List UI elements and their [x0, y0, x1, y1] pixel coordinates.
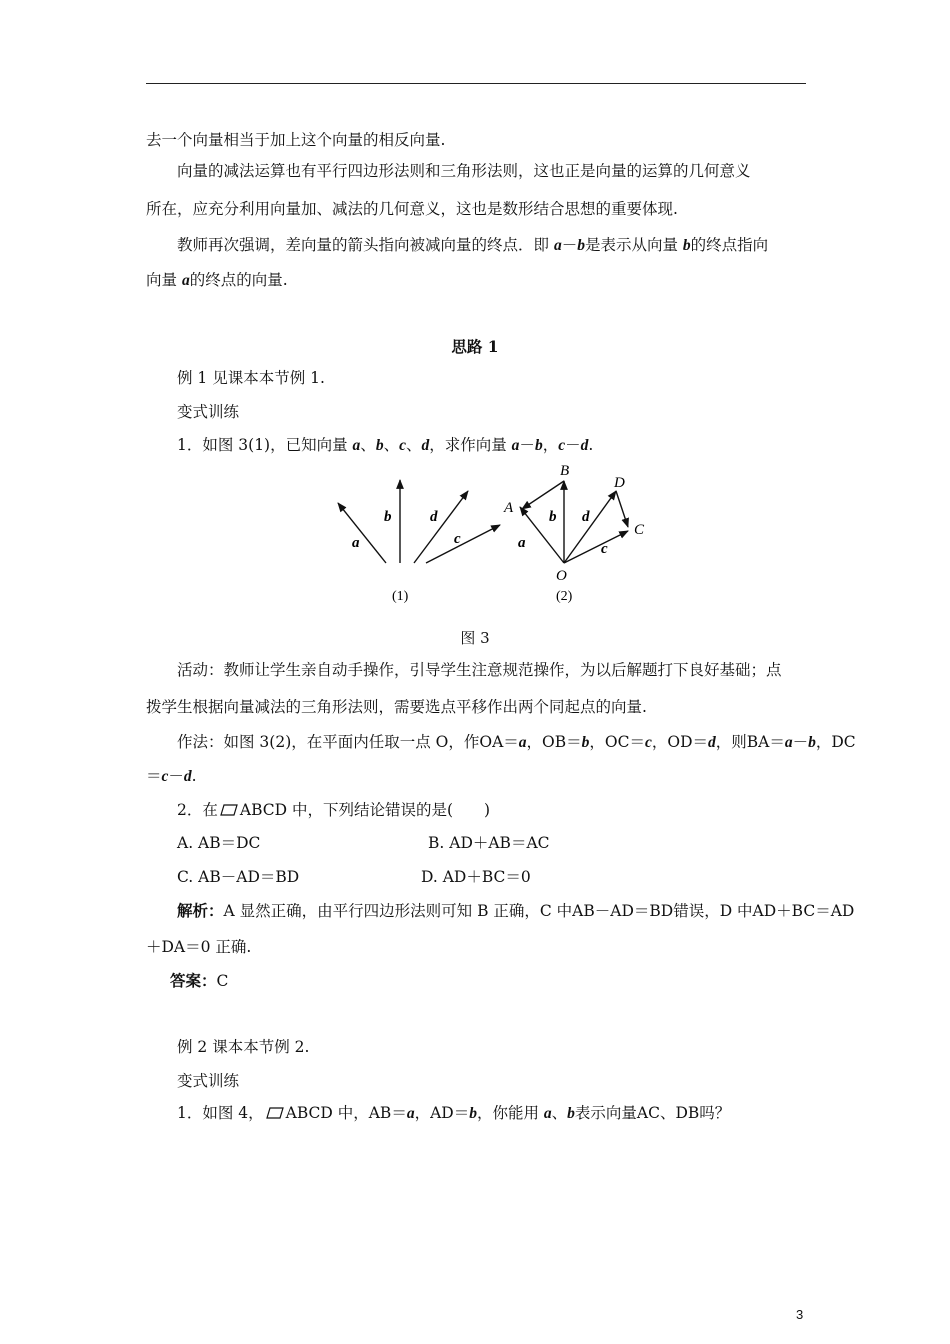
- question-line: [177, 435, 593, 456]
- text-span: 是表示从向量: [584, 236, 683, 254]
- text-span: 的终点的向量.: [189, 271, 288, 289]
- label-b-2: b: [549, 509, 557, 525]
- vector-symbol: a: [784, 734, 793, 751]
- text-span: 、: [383, 436, 400, 454]
- option-a: A. AB＝DC: [177, 834, 261, 852]
- subfigure-label-1: (1): [392, 589, 409, 604]
- paragraph-line: 活动：教师让学生亲自动手操作，引导学生注意规范操作，为以后解题打下良好基础；点: [177, 661, 782, 679]
- vector-symbol: a: [352, 437, 361, 454]
- text-span: ，OB＝: [526, 733, 582, 751]
- subsection-title: 变式训练: [177, 1072, 240, 1090]
- point-O: O: [556, 568, 567, 584]
- text-span: 作法：如图 3(2)，在平面内任取一点 O，作OA＝: [177, 733, 519, 751]
- vector-BA: [522, 481, 564, 509]
- paragraph-line: 去一个向量相当于加上这个向量的相反向量.: [146, 131, 446, 149]
- vector-symbol: a: [553, 237, 562, 254]
- operator: －: [565, 436, 581, 454]
- point-A: A: [504, 500, 514, 516]
- question-line: [177, 800, 490, 820]
- vector-symbol: b: [577, 237, 585, 254]
- operator: －: [561, 236, 578, 254]
- vector-symbol: b: [682, 237, 691, 254]
- figure-caption: 图 3: [460, 629, 490, 647]
- text-span: ABCD 中，下列结论错误的是( ): [239, 801, 491, 819]
- vector-symbol: a: [406, 1105, 415, 1122]
- vector-OC: [564, 531, 628, 563]
- paragraph-line: 向量的减法运算也有平行四边形法则和三角形法则，这也正是向量的运算的几何意义: [177, 162, 751, 180]
- vector-symbol: a: [511, 437, 520, 454]
- question-line: [177, 1103, 730, 1124]
- answer-line: [170, 971, 228, 991]
- analysis-label: 解析：: [177, 901, 224, 920]
- vector-symbol: d: [183, 768, 192, 785]
- vector-symbol: c: [161, 768, 169, 785]
- paragraph-line: [146, 270, 288, 291]
- text-span: ，AD＝: [414, 1104, 470, 1122]
- paragraph-line: [177, 732, 856, 753]
- text-span: 2．在: [177, 801, 218, 819]
- vector-figure: [320, 455, 660, 615]
- section-heading: 思路 1: [451, 337, 499, 356]
- answer-label: 答案：: [170, 971, 217, 990]
- vector-c-arrow: [426, 525, 500, 563]
- answer-value: C: [216, 972, 229, 990]
- text-span: 、: [405, 436, 422, 454]
- header-rule: [146, 83, 806, 84]
- operator: －: [519, 436, 535, 454]
- point-D: D: [614, 475, 625, 491]
- text-span: ，DC: [815, 733, 856, 751]
- text-span: ，你能用: [476, 1104, 544, 1122]
- paragraph-line: 所在，应充分利用向量加、减法的几何意义，这也是数形结合思想的重要体现.: [146, 200, 678, 218]
- text-span: ABCD 中，AB＝: [285, 1104, 407, 1122]
- page-number: 3: [796, 1307, 804, 1322]
- text-span: 表示向量AC、DB吗？: [574, 1104, 731, 1122]
- parallelogram-icon: [220, 804, 238, 816]
- text-span: 1．如图 3(1)，已知向量: [177, 436, 353, 454]
- vector-symbol: b: [808, 734, 816, 751]
- vector-OA: [520, 507, 564, 563]
- operator: －: [168, 767, 184, 785]
- label-a-2: a: [518, 535, 526, 551]
- label-c-2: c: [601, 541, 608, 557]
- vector-symbol: c: [558, 437, 566, 454]
- vector-symbol: a: [543, 1105, 552, 1122]
- label-d-2: d: [582, 509, 590, 525]
- text-span: ＝: [146, 767, 162, 785]
- parallelogram-icon: [266, 1107, 284, 1119]
- label-b: b: [384, 509, 392, 525]
- label-a: a: [352, 535, 360, 551]
- option-b: B. AD＋AB＝AC: [428, 834, 550, 852]
- vector-OD: [564, 491, 616, 563]
- vector-symbol: c: [644, 734, 652, 751]
- subfigure-label-2: (2): [556, 589, 573, 604]
- vector-symbol: a: [181, 272, 190, 289]
- vector-a-arrow: [338, 503, 386, 563]
- vector-symbol: d: [708, 734, 716, 751]
- vector-DC: [616, 491, 628, 527]
- vector-symbol: b: [469, 1105, 477, 1122]
- vector-symbol: b: [375, 437, 384, 454]
- text-span: ，: [542, 436, 559, 454]
- text-span: .: [191, 767, 197, 785]
- point-B: B: [560, 463, 570, 479]
- text-span: .: [588, 436, 594, 454]
- paragraph-line: [177, 901, 854, 921]
- point-C: C: [634, 522, 645, 538]
- vector-d-arrow: [414, 491, 468, 563]
- text-span: ，OD＝: [651, 733, 708, 751]
- paragraph-line: [146, 766, 197, 787]
- paragraph-line: [177, 235, 768, 256]
- vector-symbol: c: [399, 437, 406, 454]
- option-d: D. AD＋BC＝0: [421, 868, 531, 886]
- text-span: A 显然正确，由平行四边形法则可知 B 正确，C 中AB－AD＝BD错误，D 中AD＋BC＝AD: [223, 902, 855, 920]
- text-span: 1．如图 4，: [177, 1104, 264, 1122]
- operator: －: [792, 733, 809, 751]
- text-span: 向量: [146, 271, 182, 289]
- text-span: ，则BA＝: [715, 733, 785, 751]
- option-c: C. AB－AD＝BD: [177, 868, 300, 886]
- label-d: d: [430, 509, 438, 525]
- vector-symbol: d: [421, 437, 430, 454]
- example-title: 例 2 课本本节例 2.: [177, 1038, 310, 1056]
- text-span: 、: [551, 1104, 568, 1122]
- paragraph-line: ＋DA＝0 正确.: [146, 938, 252, 956]
- vector-symbol: d: [580, 437, 589, 454]
- text-span: ，OC＝: [589, 733, 645, 751]
- vector-symbol: b: [581, 734, 590, 751]
- vector-symbol: a: [518, 734, 527, 751]
- vector-symbol: b: [567, 1105, 575, 1122]
- vector-symbol: b: [534, 437, 543, 454]
- text-span: 的终点指向: [690, 236, 769, 254]
- label-c: c: [454, 531, 461, 547]
- subsection-title: 变式训练: [177, 403, 240, 421]
- paragraph-line: 拨学生根据向量减法的三角形法则，需要选点平移作出两个同起点的向量.: [146, 698, 647, 716]
- text-span: 教师再次强调，差向量的箭头指向被减向量的终点．即: [177, 236, 554, 254]
- text-span: 、: [360, 436, 376, 454]
- text-span: ，求作向量: [429, 436, 512, 454]
- example-title: 例 1 见课本本节例 1.: [177, 369, 325, 387]
